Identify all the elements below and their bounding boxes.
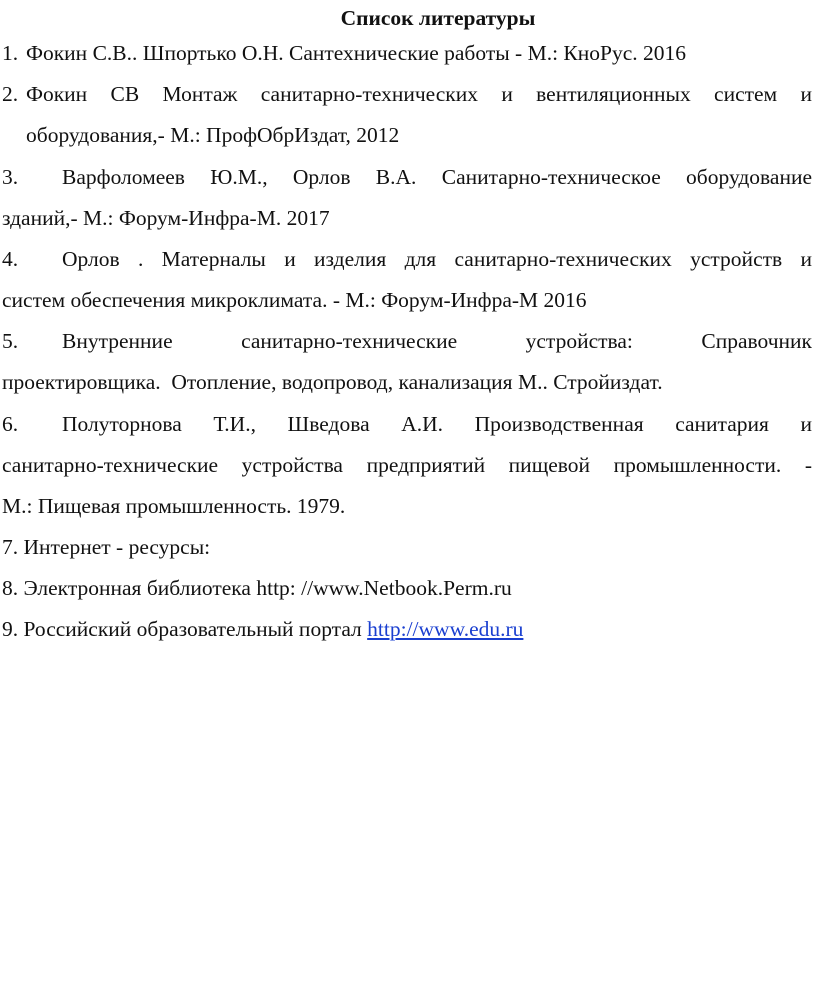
reference-item-2: [2, 80, 812, 108]
reference-item-1: [2, 39, 812, 67]
reference-item-5-cont: проектировщика. Отопление, водопровод, канализация М.. Стройиздат.: [2, 370, 663, 394]
reference-text: Российский образовательный портал: [23, 617, 362, 641]
reference-text: Варфоломеев Ю.М., Орлов В.А. Санитарно-техническое оборудование: [62, 165, 812, 189]
reference-text: Внутренние санитарно-технические устройства: Справочник: [62, 329, 812, 353]
reference-text: Орлов . Матерналы и изделия для санитарно-технических устройств и: [62, 247, 812, 271]
reference-item-6-cont: санитарно-технические устройства предприятий пищевой промышленности. -: [2, 453, 812, 477]
reference-number: 1.: [2, 41, 19, 65]
reference-item-8: [2, 574, 812, 602]
reference-number: 9.: [2, 617, 19, 641]
portal-link[interactable]: http://www.edu.ru: [367, 617, 524, 641]
reference-number: 6.: [2, 412, 19, 436]
reference-item-6-cont2: М.: Пищевая промышленность. 1979.: [2, 494, 346, 518]
reference-item-9: [2, 615, 812, 643]
reference-number: 8.: [2, 576, 19, 600]
reference-text: Интернет - ресурсы:: [23, 535, 211, 559]
reference-text: Полуторнова Т.И., Шведова А.И. Производственная санитария и: [62, 412, 812, 436]
reference-number: 4.: [2, 247, 19, 271]
reference-item-3: [2, 163, 812, 191]
reference-text: Электронная библиотека http: //www.Netbook.Perm.ru: [23, 576, 512, 600]
reference-item-3-cont: зданий,- М.: Форум-Инфра-М. 2017: [2, 206, 330, 230]
reference-item-4-cont: систем обеспечения микроклимата. - М.: Форум-Инфра-М 2016: [2, 288, 587, 312]
reference-item-2-cont: оборудования,- М.: ПрофОбрИздат, 2012: [26, 123, 400, 147]
reference-item-4: [2, 245, 812, 273]
reference-number: 3.: [2, 165, 19, 189]
reference-text: Фокин СВ Монтаж санитарно-технических и вентиляционных систем и: [26, 82, 812, 106]
page-title: Список литературы: [340, 6, 536, 30]
reference-number: 2.: [2, 82, 19, 106]
reference-number: 7.: [2, 535, 19, 559]
reference-item-5: [2, 327, 812, 355]
reference-item-7: [2, 533, 812, 561]
reference-number: 5.: [2, 329, 19, 353]
reference-item-6: [2, 410, 812, 438]
reference-text: Фокин С.В.. Шпортько О.Н. Сантехнические работы - М.: КноРус. 2016: [26, 41, 687, 65]
